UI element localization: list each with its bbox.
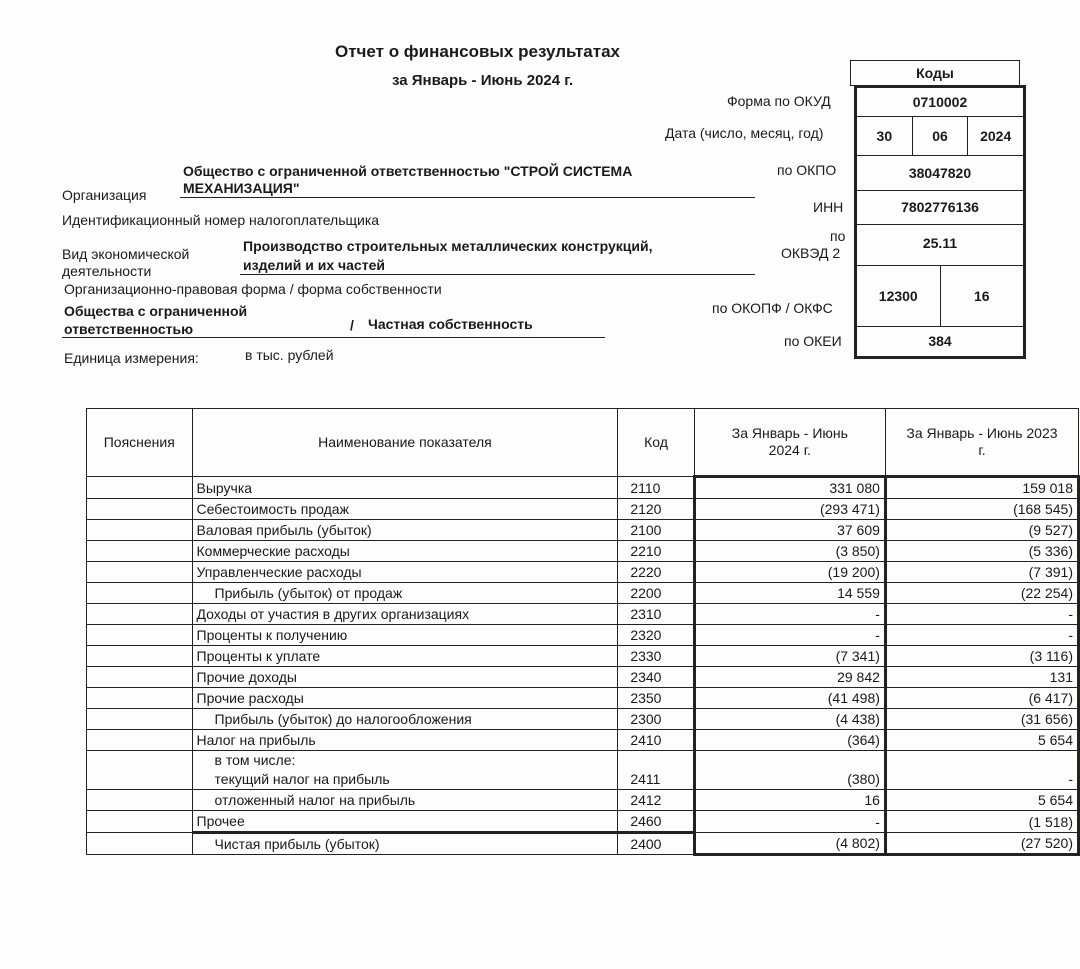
table-row <box>87 667 1079 688</box>
row-note <box>87 833 193 855</box>
inn-label: Идентификационный номер налогоплательщика <box>62 212 380 228</box>
row-current-value: (364) <box>694 730 885 751</box>
row-name-prefix: в том числе: <box>214 752 296 768</box>
row-previous-value: (31 656) <box>885 709 1078 730</box>
table-row <box>87 751 1079 790</box>
table-header-row <box>87 409 1079 477</box>
row-name: Проценты к уплате <box>192 646 618 667</box>
row-code: 2340 <box>618 667 694 688</box>
col-header-current: За Январь - Июнь 2024 г. <box>694 409 885 477</box>
row-previous-value: 131 <box>885 667 1078 688</box>
date-day: 30 <box>857 117 913 155</box>
row-current-value: 16 <box>694 790 885 811</box>
okpo-value: 38047820 <box>908 165 972 181</box>
row-current-value: (293 471) <box>694 499 885 520</box>
table-row <box>87 625 1079 646</box>
row-code: 2220 <box>618 562 694 583</box>
row-note <box>87 477 193 499</box>
okpo-label: по ОКПО <box>777 162 837 178</box>
col-header-previous: За Январь - Июнь 2023 г. <box>885 409 1078 477</box>
row-note <box>87 562 193 583</box>
row-previous-value: (6 417) <box>885 688 1078 709</box>
activity-line2: изделий и их частей <box>243 257 385 273</box>
row-name: Прибыль (убыток) от продаж <box>192 583 618 604</box>
activity-label-2: деятельности <box>62 263 152 279</box>
okved-label-2: ОКВЭД 2 <box>781 245 841 261</box>
unit-value: в тыс. рублей <box>245 347 334 363</box>
row-current-value: 29 842 <box>694 667 885 688</box>
row-current-value: (3 850) <box>694 541 885 562</box>
codes-row-okpo <box>857 156 1023 191</box>
org-name-line1: Общество с ограниченной ответственностью "СТРОЙ СИСТЕМА <box>183 163 633 179</box>
row-previous-value: - <box>885 751 1078 790</box>
table-row <box>87 833 1079 855</box>
table-row <box>87 688 1079 709</box>
row-current-value: (7 341) <box>694 646 885 667</box>
row-name <box>192 751 618 790</box>
okei-label: по ОКЕИ <box>784 333 842 349</box>
codes-row-okei <box>857 327 1023 356</box>
row-note <box>87 667 193 688</box>
table-row <box>87 709 1079 730</box>
okopf-label: по ОКОПФ / ОКФС <box>712 300 833 316</box>
ownership-value: Частная собственность <box>368 316 533 332</box>
okud-label: Форма по ОКУД <box>727 93 831 109</box>
row-code: 2410 <box>618 730 694 751</box>
row-note <box>87 625 193 646</box>
table-row <box>87 811 1079 833</box>
codes-frame <box>854 85 1026 359</box>
row-note <box>87 709 193 730</box>
activity-line1: Производство строительных металлических конструкций, <box>243 238 653 254</box>
row-previous-value: 5 654 <box>885 790 1078 811</box>
row-code: 2320 <box>618 625 694 646</box>
row-name: Управленческие расходы <box>192 562 618 583</box>
financial-results-table <box>86 408 1080 856</box>
date-month: 06 <box>913 117 969 155</box>
row-note <box>87 583 193 604</box>
table-row <box>87 477 1079 499</box>
row-code: 2460 <box>618 811 694 833</box>
row-previous-value: 5 654 <box>885 730 1078 751</box>
table-row <box>87 604 1079 625</box>
row-code: 2100 <box>618 520 694 541</box>
activity-label-1: Вид экономической <box>62 246 190 262</box>
col-header-note: Пояснения <box>87 409 193 477</box>
row-code: 2400 <box>618 833 694 855</box>
col-header-code: Код <box>618 409 694 477</box>
row-name: Прибыль (убыток) до налогообложения <box>192 709 618 730</box>
form-label: Организационно-правовая форма / форма собственности <box>64 281 442 297</box>
okud-value: 0710002 <box>912 94 968 110</box>
row-code: 2411 <box>618 751 694 790</box>
table-row <box>87 520 1079 541</box>
row-current-value: - <box>694 604 885 625</box>
row-name: Налог на прибыль <box>192 730 618 751</box>
row-previous-value: (3 116) <box>885 646 1078 667</box>
row-name: Доходы от участия в других организациях <box>192 604 618 625</box>
date-year: 2024 <box>980 128 1012 144</box>
row-previous-value: 159 018 <box>885 477 1078 499</box>
activity-underline <box>240 274 755 275</box>
row-code: 2412 <box>618 790 694 811</box>
codes-row-okved <box>857 225 1023 266</box>
table-row <box>87 541 1079 562</box>
codes-row-okopf <box>857 266 1023 327</box>
row-previous-value: (9 527) <box>885 520 1078 541</box>
row-current-value: 14 559 <box>694 583 885 604</box>
row-code: 2300 <box>618 709 694 730</box>
row-code: 2120 <box>618 499 694 520</box>
row-name: Прочие доходы <box>192 667 618 688</box>
unit-label: Единица измерения: <box>64 350 199 366</box>
okved-value: 25.11 <box>922 235 958 251</box>
row-code: 2210 <box>618 541 694 562</box>
table-row <box>87 730 1079 751</box>
date-label: Дата (число, месяц, год) <box>665 125 824 141</box>
row-code: 2330 <box>618 646 694 667</box>
org-name-line2: МЕХАНИЗАЦИЯ" <box>183 180 300 196</box>
row-current-value: - <box>694 811 885 833</box>
report-period: за Январь - Июнь 2024 г. <box>392 72 574 89</box>
row-code: 2310 <box>618 604 694 625</box>
form-slash: / <box>350 317 354 333</box>
row-name: Выручка <box>192 477 618 499</box>
row-current-value: 37 609 <box>694 520 885 541</box>
row-previous-value: - <box>885 625 1078 646</box>
row-note <box>87 790 193 811</box>
okopf-value: 12300 <box>857 266 941 326</box>
row-note <box>87 730 193 751</box>
row-note <box>87 688 193 709</box>
row-note <box>87 811 193 833</box>
row-code: 2110 <box>618 477 694 499</box>
codes-row-okud <box>857 88 1023 117</box>
row-name: Прочие расходы <box>192 688 618 709</box>
table-body <box>87 477 1079 855</box>
codes-row-date <box>857 117 1023 156</box>
row-name: Чистая прибыль (убыток) <box>192 833 618 855</box>
row-name: Валовая прибыль (убыток) <box>192 520 618 541</box>
col-header-name: Наименование показателя <box>192 409 618 477</box>
row-previous-value: - <box>885 604 1078 625</box>
row-previous-value: (22 254) <box>885 583 1078 604</box>
row-note <box>87 499 193 520</box>
row-current-value: 331 080 <box>694 477 885 499</box>
row-name: Себестоимость продаж <box>192 499 618 520</box>
table-row <box>87 790 1079 811</box>
row-note <box>87 751 193 790</box>
form-underline <box>62 337 605 338</box>
org-underline <box>180 197 755 198</box>
row-current-value: (380) <box>694 751 885 790</box>
report-title: Отчет о финансовых результатах <box>335 42 620 61</box>
codes-header: Коды <box>850 60 1020 86</box>
inn-value: 7802776136 <box>901 199 979 215</box>
row-name: Прочее <box>192 811 618 833</box>
table-row <box>87 562 1079 583</box>
row-note <box>87 646 193 667</box>
row-note <box>87 541 193 562</box>
row-name: Проценты к получению <box>192 625 618 646</box>
okfs-value: 16 <box>973 288 990 304</box>
row-current-value: (19 200) <box>694 562 885 583</box>
row-previous-value: (5 336) <box>885 541 1078 562</box>
form-line2: ответственностью <box>64 321 194 337</box>
form-line1: Общества с ограниченной <box>64 303 248 319</box>
row-name: Коммерческие расходы <box>192 541 618 562</box>
codes-row-inn <box>857 191 1023 225</box>
row-previous-value: (27 520) <box>885 833 1078 855</box>
row-current-value: (4 802) <box>694 833 885 855</box>
row-note <box>87 520 193 541</box>
okved-label-1: по <box>830 228 846 244</box>
row-code: 2200 <box>618 583 694 604</box>
inn-code-label: ИНН <box>813 199 844 215</box>
table-row <box>87 583 1079 604</box>
okei-value: 384 <box>928 333 952 349</box>
row-current-value: - <box>694 625 885 646</box>
row-current-value: (41 498) <box>694 688 885 709</box>
table-row <box>87 646 1079 667</box>
row-code: 2350 <box>618 688 694 709</box>
row-note <box>87 604 193 625</box>
row-name: отложенный налог на прибыль <box>192 790 618 811</box>
row-previous-value: (7 391) <box>885 562 1078 583</box>
row-current-value: (4 438) <box>694 709 885 730</box>
row-name-text: текущий налог на прибыль <box>214 771 390 787</box>
table-row <box>87 499 1079 520</box>
row-previous-value: (1 518) <box>885 811 1078 833</box>
org-label: Организация <box>62 187 147 203</box>
row-previous-value: (168 545) <box>885 499 1078 520</box>
